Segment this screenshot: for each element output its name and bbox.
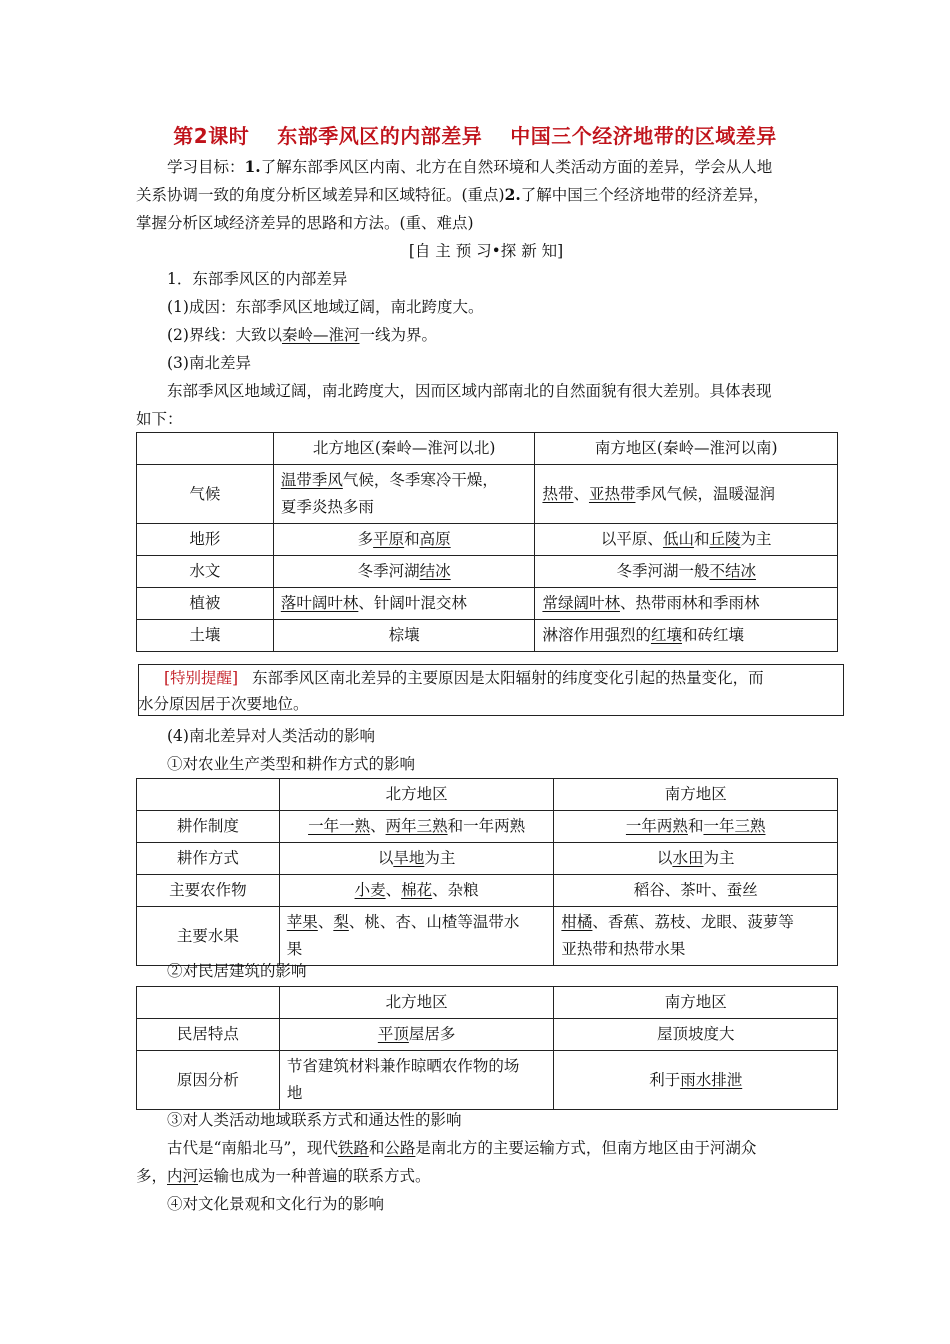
text: 以 bbox=[377, 849, 394, 867]
diff-text-2: 如下： bbox=[136, 410, 183, 428]
table-header-row bbox=[137, 433, 838, 465]
table-row bbox=[137, 465, 838, 524]
section-banner: [自 主 预 习•探 新 知] bbox=[408, 242, 564, 260]
text: 为主 bbox=[703, 849, 735, 867]
table-cell bbox=[279, 843, 554, 875]
objectives-line-1 bbox=[136, 153, 836, 181]
answer-blank: 亚热带 bbox=[588, 484, 636, 503]
section-heading: 1．东部季风区的内部差异 bbox=[167, 270, 348, 288]
row-label: 土壤 bbox=[137, 620, 274, 652]
page-title bbox=[0, 120, 950, 149]
row-label: 水文 bbox=[137, 556, 274, 588]
table-cell bbox=[137, 779, 280, 811]
table-cell bbox=[279, 1051, 554, 1110]
answer-blank: 低山 bbox=[662, 530, 694, 548]
table-cell: 屋顶坡度大 bbox=[554, 1019, 838, 1051]
answer-blank: 铁路 bbox=[337, 1139, 369, 1157]
table-header-north: 北方地区(秦岭—淮河以北) bbox=[273, 433, 535, 465]
table-cell bbox=[535, 588, 838, 620]
agriculture-table bbox=[136, 778, 838, 966]
row-label: 原因分析 bbox=[137, 1051, 280, 1110]
text: 是南北方的主要运输方式，但南方地区由于河湖众 bbox=[415, 1139, 757, 1157]
answer-blank: 小麦 bbox=[354, 881, 386, 899]
text: 、香蕉、荔枝、龙眼、菠萝等 bbox=[592, 913, 794, 931]
row-label: 植被 bbox=[137, 588, 274, 620]
diff-heading: (3)南北差异 bbox=[167, 354, 251, 372]
impact-sub-1: ①对农业生产类型和耕作方式的影响 bbox=[167, 755, 416, 773]
table-cell bbox=[535, 620, 838, 652]
table-row bbox=[137, 875, 838, 907]
text: 地 bbox=[286, 1084, 303, 1102]
answer-blank: 一年一熟 bbox=[308, 817, 371, 835]
text: 屋居多 bbox=[408, 1025, 456, 1043]
text: 、 bbox=[317, 913, 334, 931]
objective-text-1b: 关系协调一致的角度分析区域差异和区域特征。(重点) bbox=[136, 186, 505, 204]
impact-sub-4: ④对文化景观和文化行为的影响 bbox=[167, 1195, 385, 1213]
diff-text-1: 东部季风区地域辽阔，南北跨度大，因而区域内部南北的自然面貌有很大差别。具体表现 bbox=[167, 382, 772, 400]
table-header-south: 南方地区 bbox=[554, 779, 838, 811]
answer-blank: 不结冰 bbox=[709, 562, 756, 580]
text: 以 bbox=[656, 849, 673, 867]
boundary-text bbox=[136, 321, 836, 349]
answer-blank: 内河 bbox=[167, 1167, 199, 1185]
answer-blank: 秦岭—淮河 bbox=[281, 326, 360, 344]
answer-blank: 水田 bbox=[672, 849, 704, 867]
text: 、热带雨林和季雨林 bbox=[619, 594, 760, 612]
objective-num-2: 2. bbox=[504, 185, 521, 204]
text: 冬季河湖一般 bbox=[616, 562, 710, 580]
table-cell bbox=[279, 1019, 554, 1051]
text: 运输也成为一种普遍的联系方式。 bbox=[198, 1167, 431, 1185]
answer-blank: 雨水排泄 bbox=[680, 1070, 743, 1089]
answer-blank: 两年三熟 bbox=[385, 817, 448, 835]
nature-diff-table bbox=[136, 432, 838, 652]
table-cell: 稻谷、茶叶、蚕丝 bbox=[554, 875, 838, 907]
text: 果 bbox=[286, 940, 303, 958]
note-line-1 bbox=[164, 665, 764, 691]
answer-blank: 平原 bbox=[373, 530, 405, 548]
row-label: 民居特点 bbox=[137, 1019, 280, 1051]
special-note-box bbox=[138, 664, 844, 716]
note-label: [特别提醒] bbox=[164, 669, 239, 687]
answer-blank: 红壤 bbox=[650, 626, 682, 644]
row-label: 气候 bbox=[137, 465, 274, 524]
table-row bbox=[137, 620, 838, 652]
answer-blank: 平顶 bbox=[377, 1025, 409, 1043]
table-row bbox=[137, 524, 838, 556]
text: 、 bbox=[573, 484, 589, 503]
title-topic-1: 东部季风区的内部差异 bbox=[277, 124, 483, 148]
text: 多， bbox=[136, 1167, 168, 1185]
table-row bbox=[137, 843, 838, 875]
answer-blank: 高原 bbox=[419, 530, 451, 548]
answer-blank: 温带季风 bbox=[280, 471, 343, 489]
answer-blank: 柑橘 bbox=[561, 913, 593, 931]
table-row bbox=[137, 811, 838, 843]
table-cell bbox=[273, 556, 535, 588]
text: 、杂粮 bbox=[432, 881, 479, 899]
text: 夏季炎热多雨 bbox=[280, 498, 374, 516]
table-cell bbox=[535, 465, 838, 524]
answer-blank: 一年三熟 bbox=[703, 817, 766, 835]
text: 为主 bbox=[424, 849, 456, 867]
text: 季风气候，温暖湿润 bbox=[635, 484, 775, 503]
table-row bbox=[137, 588, 838, 620]
text: 亚热带和热带水果 bbox=[561, 940, 686, 958]
table-cell bbox=[535, 556, 838, 588]
table-cell bbox=[554, 811, 838, 843]
impact-heading: (4)南北差异对人类活动的影响 bbox=[167, 727, 375, 745]
table-cell bbox=[279, 875, 554, 907]
text: 、 bbox=[370, 817, 386, 835]
text: (2)界线：大致以 bbox=[167, 326, 282, 344]
text: 以平原、 bbox=[600, 530, 663, 548]
transport-text-1 bbox=[136, 1134, 836, 1162]
objective-text-1: 了解东部季风区内南、北方在自然环境和人类活动方面的差异，学会从人地 bbox=[260, 158, 773, 176]
objectives-label: 学习目标： bbox=[167, 158, 245, 176]
text: 淋溶作用强烈的 bbox=[542, 626, 651, 644]
answer-blank: 一年两熟 bbox=[625, 817, 688, 835]
text: 和一年两熟 bbox=[447, 817, 526, 835]
table-cell bbox=[273, 524, 535, 556]
answer-blank: 结冰 bbox=[419, 562, 451, 580]
table-row bbox=[137, 1051, 838, 1110]
table-header-row bbox=[137, 779, 838, 811]
answer-blank: 热带 bbox=[542, 484, 574, 503]
housing-table bbox=[136, 986, 838, 1110]
text: 古代是“南船北马”，现代 bbox=[167, 1139, 338, 1157]
text: 利于 bbox=[649, 1070, 681, 1089]
title-lesson: 第2课时 bbox=[173, 124, 250, 148]
answer-blank: 丘陵 bbox=[709, 530, 741, 548]
row-label: 耕作制度 bbox=[137, 811, 280, 843]
text: 和 bbox=[404, 530, 420, 548]
table-cell bbox=[137, 987, 280, 1019]
objectives-line-3: 掌握分析区域经济差异的思路和方法。(重、难点) bbox=[136, 214, 474, 232]
table-header-south: 南方地区(秦岭—淮河以南) bbox=[535, 433, 838, 465]
table-cell bbox=[535, 524, 838, 556]
answer-blank: 旱地 bbox=[393, 849, 425, 867]
row-label: 耕作方式 bbox=[137, 843, 280, 875]
text: 、针阔叶混交林 bbox=[358, 594, 467, 612]
table-header-north: 北方地区 bbox=[279, 987, 554, 1019]
row-label: 地形 bbox=[137, 524, 274, 556]
answer-blank: 棉花 bbox=[401, 881, 433, 899]
table-header-north: 北方地区 bbox=[279, 779, 554, 811]
text: 和 bbox=[687, 817, 704, 835]
objectives-line-2 bbox=[136, 181, 836, 209]
table-cell bbox=[554, 1051, 838, 1110]
text: 和砖红壤 bbox=[681, 626, 744, 644]
impact-sub-2: ②对民居建筑的影响 bbox=[167, 962, 307, 980]
text: 、 bbox=[385, 881, 402, 899]
answer-blank: 常绿阔叶林 bbox=[542, 594, 620, 612]
table-cell bbox=[273, 588, 535, 620]
table-cell: 棕壤 bbox=[273, 620, 535, 652]
impact-sub-3: ③对人类活动地域联系方式和通达性的影响 bbox=[167, 1111, 462, 1129]
table-header-row bbox=[137, 987, 838, 1019]
text: 气候，冬季寒冷干燥， bbox=[342, 471, 498, 489]
row-label: 主要农作物 bbox=[137, 875, 280, 907]
answer-blank: 苹果 bbox=[286, 913, 318, 931]
table-row bbox=[137, 1019, 838, 1051]
text: 和 bbox=[368, 1139, 385, 1157]
text: 节省建筑材料兼作晾晒农作物的场 bbox=[286, 1057, 520, 1075]
table-cell bbox=[554, 843, 838, 875]
table-cell bbox=[273, 465, 535, 524]
table-cell bbox=[279, 811, 554, 843]
answer-blank: 公路 bbox=[384, 1139, 416, 1157]
transport-text-2 bbox=[136, 1162, 836, 1190]
table-header-south: 南方地区 bbox=[554, 987, 838, 1019]
note-text: 东部季风区南北差异的主要原因是太阳辐射的纬度变化引起的热量变化，而 bbox=[252, 669, 764, 687]
text: 多 bbox=[357, 530, 374, 548]
objective-text-2: 了解中国三个经济地带的经济差异， bbox=[520, 186, 769, 204]
text: 一线为界。 bbox=[359, 326, 437, 344]
note-line-2: 水分原因居于次要地位。 bbox=[138, 695, 309, 713]
row-label: 主要水果 bbox=[137, 907, 280, 966]
table-row bbox=[137, 556, 838, 588]
text: 为主 bbox=[740, 530, 772, 548]
title-topic-2: 中国三个经济地带的区域差异 bbox=[510, 124, 777, 148]
text: 和 bbox=[693, 530, 710, 548]
answer-blank: 落叶阔叶林 bbox=[280, 594, 359, 612]
table-cell bbox=[137, 433, 274, 465]
objective-num-1: 1. bbox=[244, 157, 261, 176]
answer-blank: 梨 bbox=[333, 913, 349, 931]
text: 冬季河湖 bbox=[357, 562, 420, 580]
text: 、桃、杏、山楂等温带水 bbox=[348, 913, 520, 931]
cause-text: (1)成因：东部季风区地域辽阔，南北跨度大。 bbox=[167, 298, 484, 316]
